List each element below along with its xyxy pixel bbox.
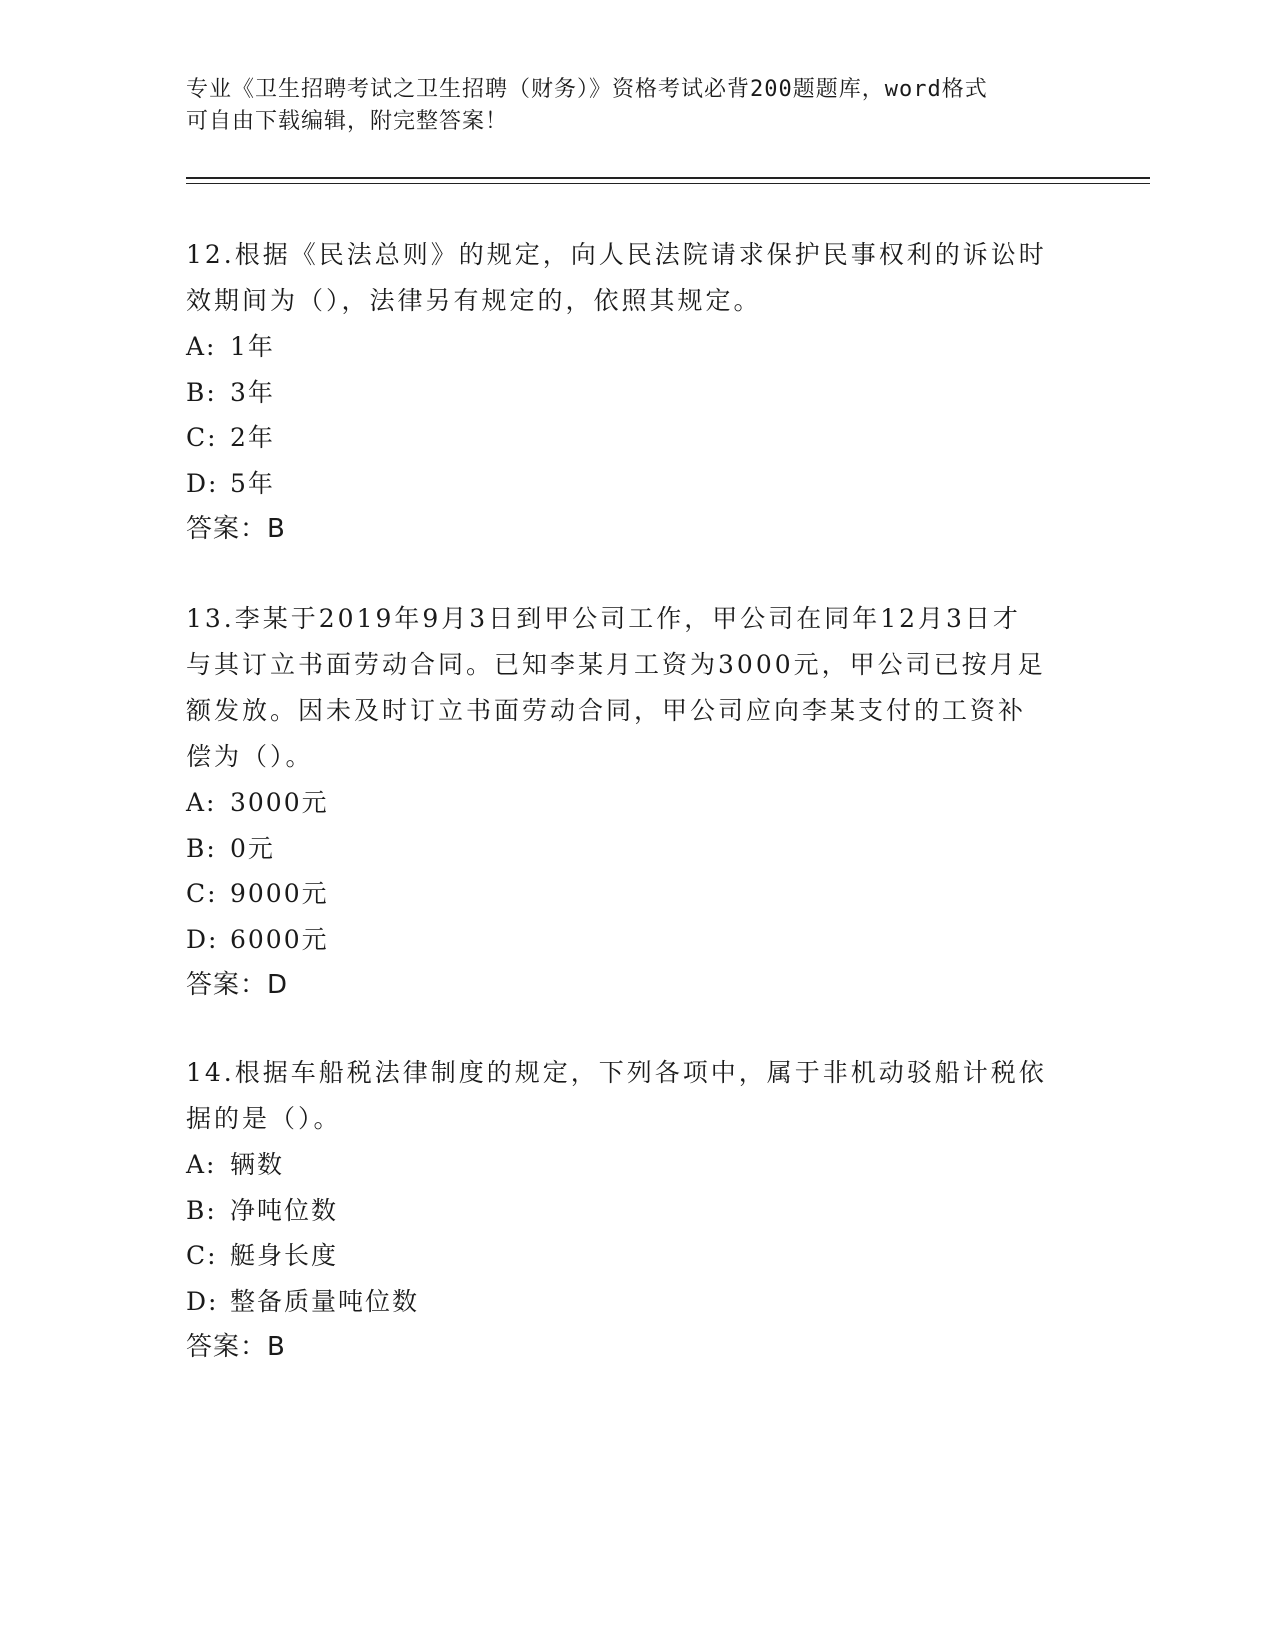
option-b [186,370,1086,416]
option-d [186,461,1086,507]
option-letter: A: [186,332,217,361]
option-letter: D: [186,924,219,954]
question-text-line: 13.李某于2019年9月3日到甲公司工作，甲公司在同年12月3日才 [186,604,1021,633]
option-d [186,917,1086,963]
option-letter: B: [186,1195,217,1225]
option-text: 0元 [230,833,275,863]
option-text: 5年 [230,468,275,498]
answer-line: 答案：B [186,514,286,544]
option-letter: D: [186,468,219,498]
option-letter: C: [186,1241,218,1270]
question-block [186,596,1086,1008]
option-text: 艇身长度 [230,1241,339,1270]
question-text-line: 12.根据《民法总则》的规定，向人民法院请求保护民事权利的诉讼时 [186,240,1047,269]
document-header [186,74,1086,138]
option-b [186,1188,1086,1234]
option-c [186,415,1086,461]
option-text: 整备质量吨位数 [230,1286,420,1316]
question-block [186,232,1086,552]
answer-line: 答案：B [186,1332,286,1362]
option-letter: C: [186,879,218,908]
option-letter: C: [186,423,218,452]
question-block [186,1050,1086,1370]
option-text: 3年 [230,377,275,407]
answer-line: 答案：D [186,970,289,1000]
question-text-line: 偿为（）。 [186,742,314,771]
option-letter: B: [186,377,217,407]
question-text-line: 与其订立书面劳动合同。已知李某月工资为3000元，甲公司已按月足 [186,650,1046,679]
header-divider-thick [186,177,1150,179]
option-a [186,324,1086,370]
question-text-line: 效期间为（），法律另有规定的，依照其规定。 [186,286,762,315]
option-b [186,826,1086,872]
option-text: 3000元 [230,788,329,817]
option-letter: A: [186,1150,217,1179]
header-line-2: 可自由下载编辑，附完整答案！ [186,109,509,134]
option-letter: D: [186,1286,219,1316]
header-divider-thin [186,183,1150,184]
option-letter: B: [186,833,217,863]
option-d [186,1279,1086,1325]
option-text: 2年 [230,423,275,452]
question-text-line: 额发放。因未及时订立书面劳动合同，甲公司应向李某支付的工资补 [186,696,1027,725]
question-text-line: 据的是（）。 [186,1104,342,1133]
option-text: 辆数 [230,1150,285,1179]
header-line-1: 专业《卫生招聘考试之卫生招聘（财务）》资格考试必背200题题库，word格式 [186,77,988,102]
option-text: 净吨位数 [230,1195,339,1225]
option-c [186,1233,1086,1279]
option-text: 9000元 [230,879,329,908]
option-letter: A: [186,788,217,817]
option-text: 1年 [230,332,275,361]
option-a [186,1142,1086,1188]
option-a [186,780,1086,826]
option-text: 6000元 [230,924,329,954]
option-c [186,871,1086,917]
question-text-line: 14.根据车船税法律制度的规定，下列各项中，属于非机动驳船计税依 [186,1058,1047,1087]
